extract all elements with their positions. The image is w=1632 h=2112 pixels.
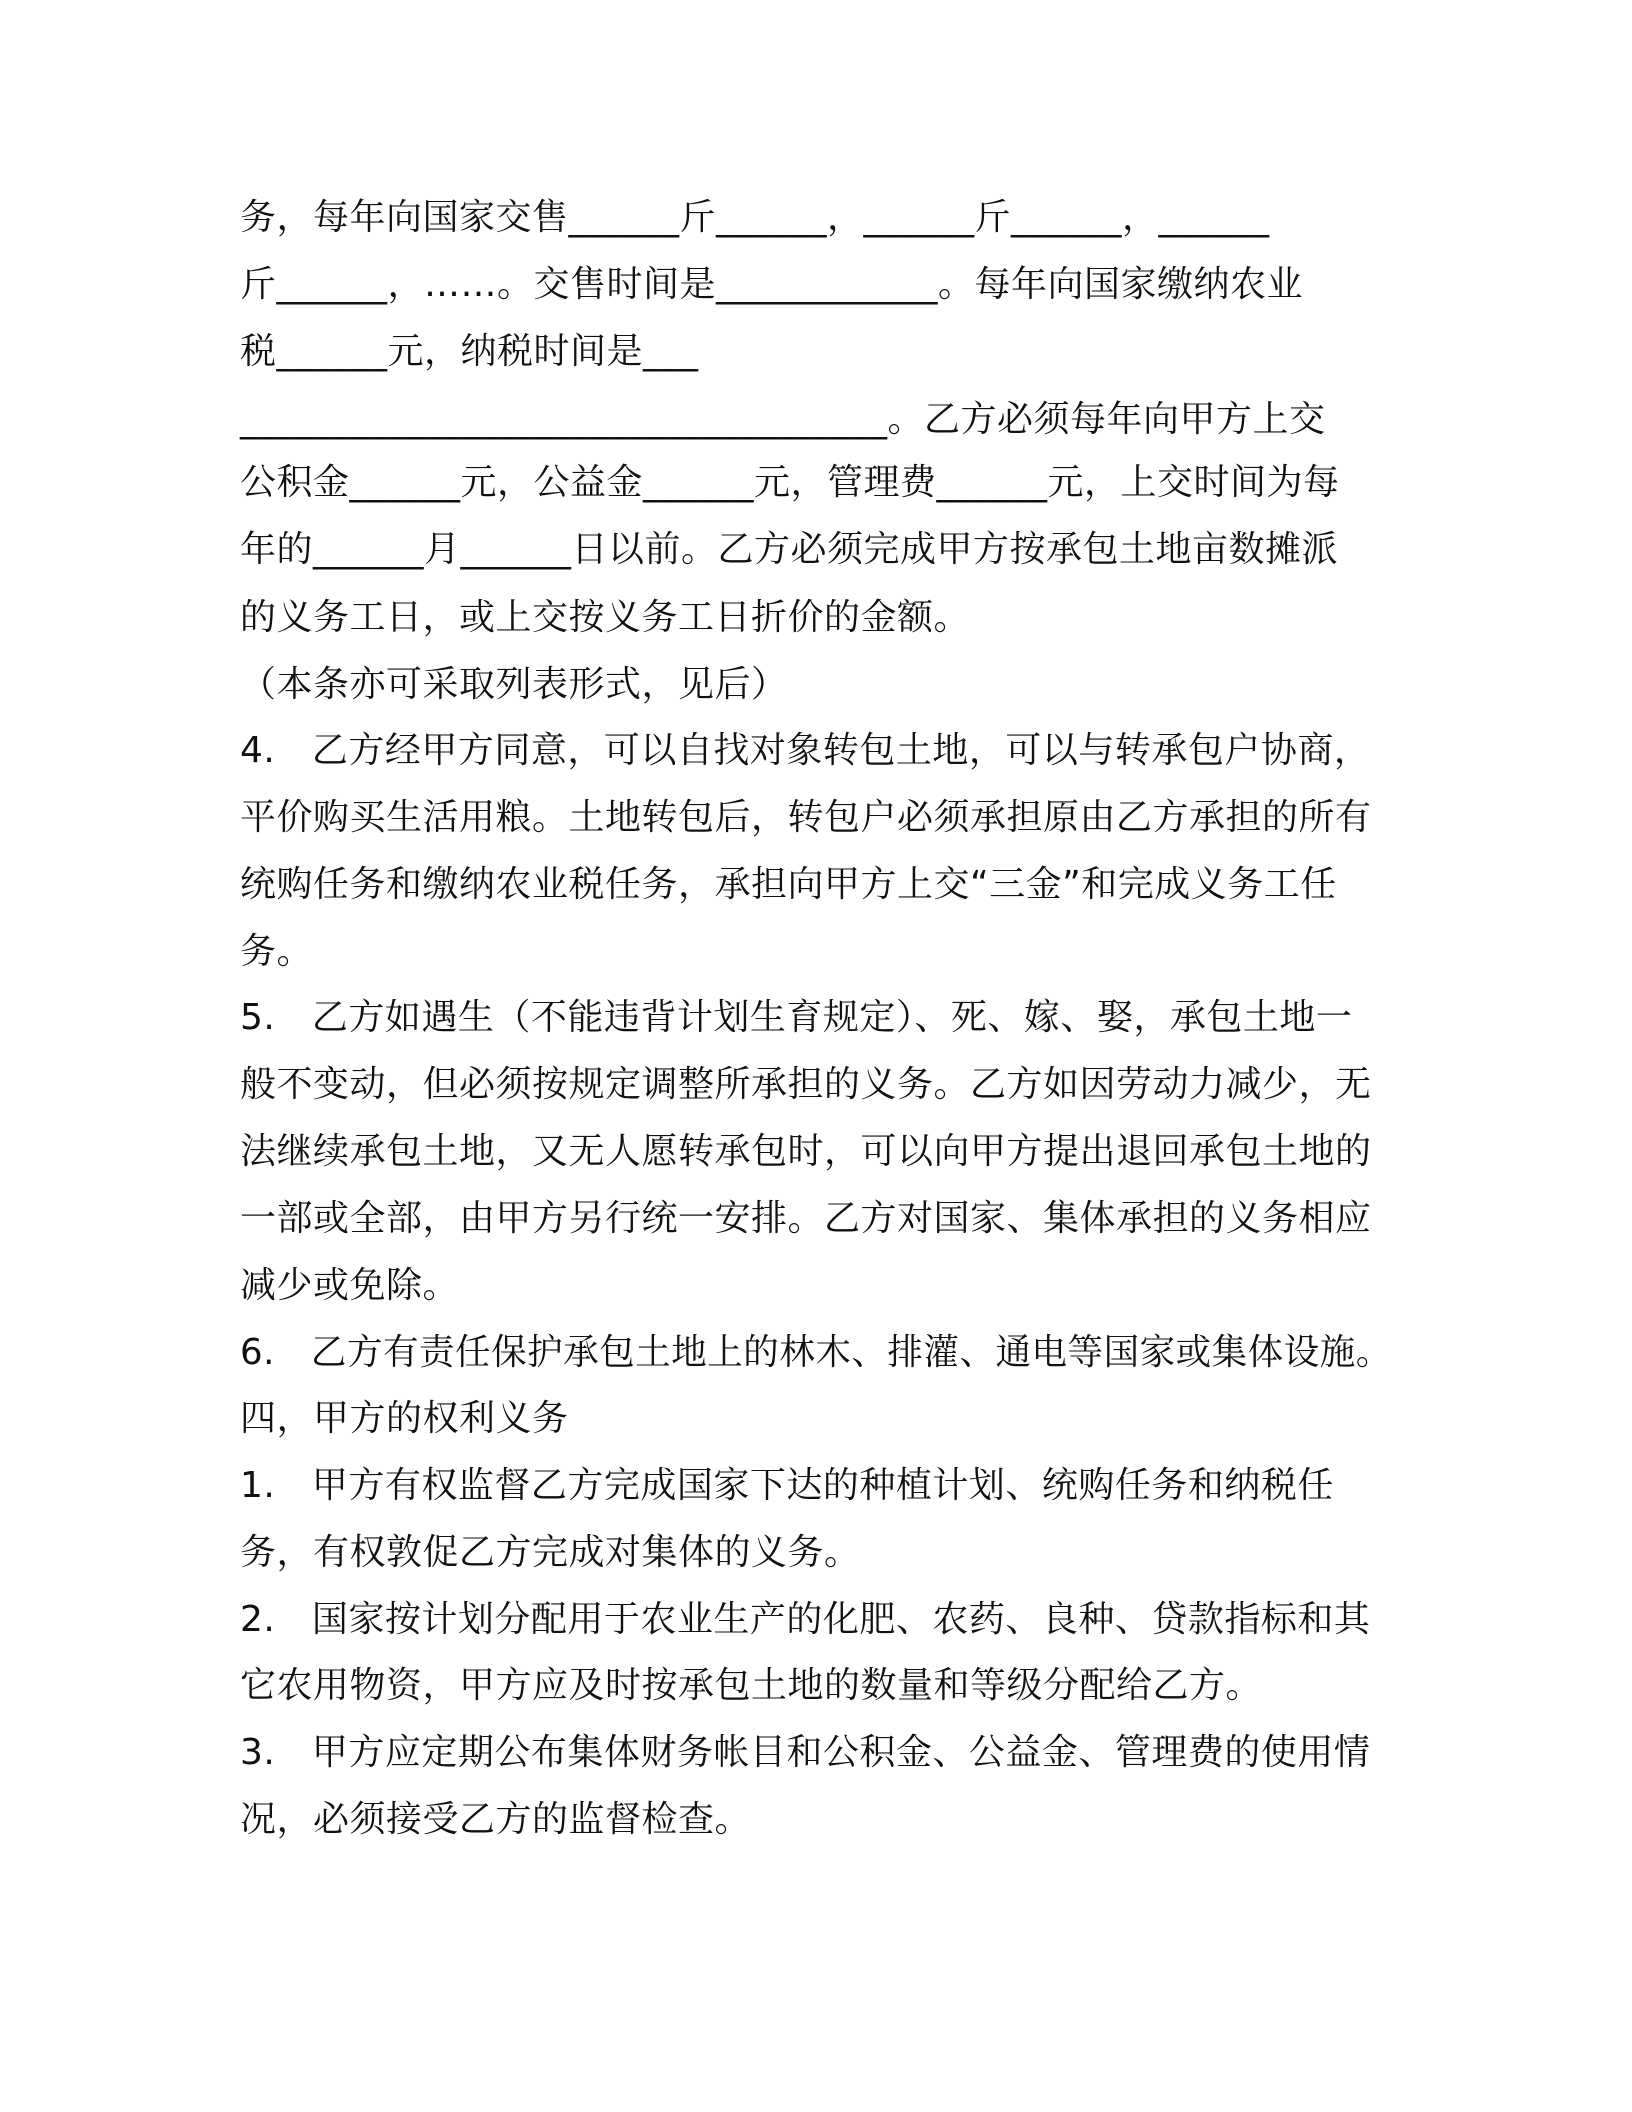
text-line: 平价购买生活用粮。土地转包后，转包户必须承担原由乙方承担的所有 [240, 797, 1372, 838]
text-line: 一部或全部，由甲方另行统一安排。乙方对国家、集体承担的义务相应 [240, 1198, 1372, 1239]
text-line: 斤______，……。交售时间是____________。每年向国家缴纳农业 [240, 264, 1304, 305]
text-line: 年的______月______日以前。乙方必须完成甲方按承包土地亩数摊派 [240, 529, 1339, 570]
text-line: 务。 [240, 931, 314, 972]
text-line: 况，必须接受乙方的监督检查。 [240, 1799, 752, 1840]
text-line: 务，每年向国家交售______斤______，______斤______，______ [240, 197, 1270, 238]
text-line: 减少或免除。 [240, 1265, 460, 1306]
text-line: 法继续承包土地，又无人愿转承包时，可以向甲方提出退回承包土地的 [240, 1131, 1372, 1172]
list-item-3: 3. 甲方应定期公布集体财务帐目和公积金、公益金、管理费的使用情 [240, 1732, 1371, 1773]
text-line: （本条亦可采取列表形式，见后） [240, 664, 788, 705]
text-line: 统购任务和缴纳农业税任务，承担向甲方上交“三金”和完成义务工任 [240, 864, 1337, 905]
list-item-1: 1. 甲方有权监督乙方完成国家下达的种植计划、统购任务和纳税任 [240, 1465, 1334, 1506]
section-heading: 四，甲方的权利义务 [240, 1398, 569, 1439]
list-item-6: 6. 乙方有责任保护承包土地上的林木、排灌、通电等国家或集体设施。 [240, 1332, 1392, 1373]
list-item-2: 2. 国家按计划分配用于农业生产的化肥、农药、良种、贷款指标和其 [240, 1599, 1371, 1640]
text-line: 务，有权敦促乙方完成对集体的义务。 [240, 1532, 861, 1573]
text-line: 的义务工日，或上交按义务工日折价的金额。 [240, 597, 971, 638]
text-line: ___________________________________。乙方必须每年向甲方上交 [240, 399, 1326, 440]
text-line: 它农用物资，甲方应及时按承包土地的数量和等级分配给乙方。 [240, 1665, 1263, 1706]
list-item-5: 5. 乙方如遇生（不能违背计划生育规定）、死、嫁、娶，承包土地一 [240, 997, 1353, 1038]
text-line: 般不变动，但必须按规定调整所承担的义务。乙方如因劳动力减少，无 [240, 1064, 1372, 1105]
text-line: 公积金______元，公益金______元，管理费______元，上交时间为每 [240, 462, 1340, 503]
list-item-4: 4. 乙方经甲方同意，可以自找对象转包土地，可以与转承包户协商， [240, 730, 1371, 771]
text-line: 税______元，纳税时间是___ [240, 331, 699, 372]
